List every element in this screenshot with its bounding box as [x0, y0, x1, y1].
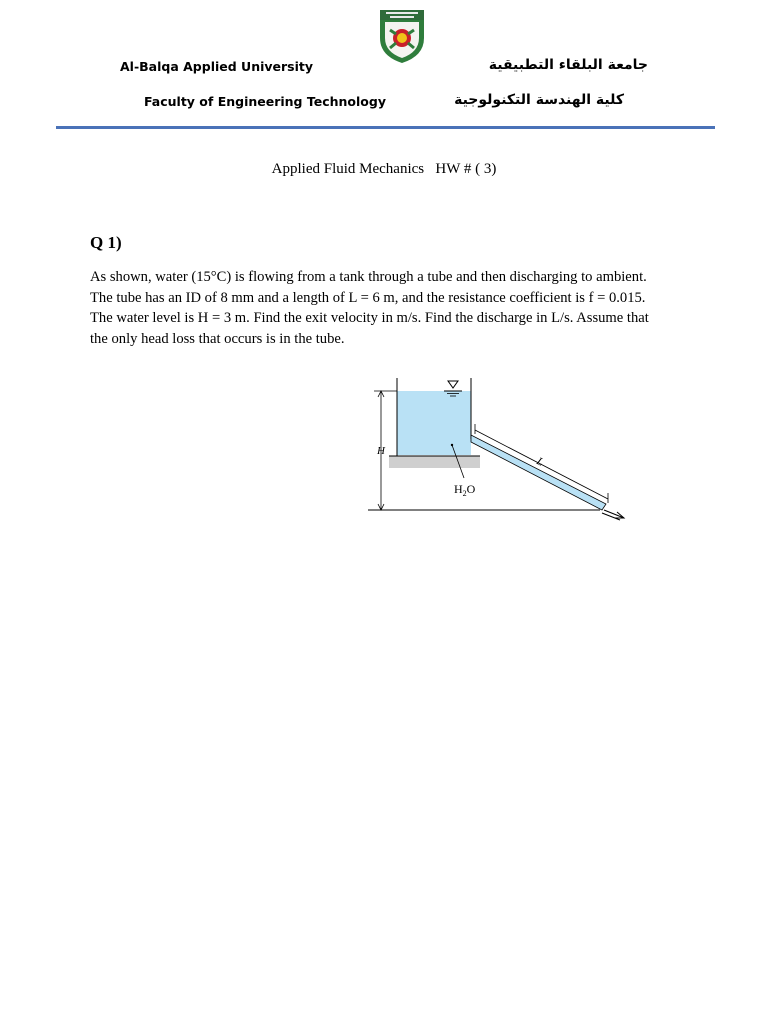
faculty-name-english: Faculty of Engineering Technology: [144, 94, 386, 109]
header-divider: [56, 126, 715, 129]
tank-tube-figure: [362, 372, 632, 528]
question-text: [90, 267, 680, 349]
fluid-label: $H_2O$: [454, 482, 476, 498]
faculty-name-arabic: كلية الهندسة التكنولوجية: [454, 92, 624, 108]
tank-water: [397, 391, 471, 455]
university-name-english: Al-Balqa Applied University: [120, 59, 314, 74]
tank-support: [389, 456, 480, 468]
question-line: The water level is H = 3 m. Find the exit velocity in m/s. Find the discharge in L/s. Assume that: [90, 310, 649, 326]
document-title: Applied Fluid Mechanics HW # ( 3): [271, 161, 497, 177]
question-line: As shown, water (15°C) is flowing from a tank through a tube and then discharging to ambient.: [90, 269, 647, 285]
outlet-flow-arrow-icon: [602, 510, 624, 520]
university-name-arabic: جامعة البلقاء التطبيقية: [488, 57, 648, 73]
question-line: the only head loss that occurs is in the tube.: [90, 330, 345, 347]
university-crest-icon: [376, 8, 428, 64]
discharge-tube: [471, 435, 606, 510]
length-label: L: [534, 455, 546, 469]
question-line: The tube has an ID of 8 mm and a length of L = 6 m, and the resistance coefficient is f = 0.015.: [90, 289, 646, 306]
question-label: Q 1): [90, 233, 122, 252]
height-label: H: [377, 445, 385, 457]
